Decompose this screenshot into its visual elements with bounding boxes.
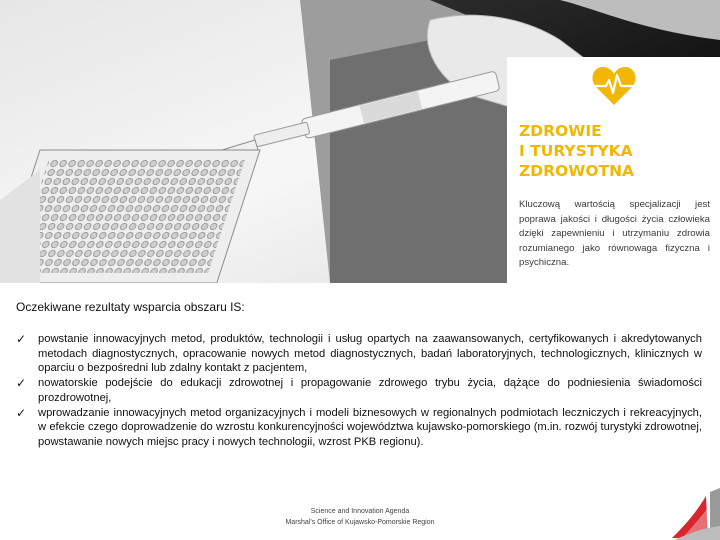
checkmark-icon: ✓ xyxy=(16,405,27,420)
list-item xyxy=(16,406,702,450)
list-item xyxy=(16,376,702,405)
specialization-panel xyxy=(507,57,720,283)
results-list xyxy=(16,332,702,450)
panel-title-line: ZDROWOTNA xyxy=(519,162,635,180)
list-item xyxy=(16,332,702,376)
list-item-text: nowatorskie podejście do edukacji zdrowotnej i propagowanie zdrowego trybu życia, dążące do podniesienia świadomości prozdrowotnej, xyxy=(38,377,702,404)
panel-title xyxy=(519,121,719,181)
footer xyxy=(0,506,720,528)
heart-pulse-icon xyxy=(591,65,637,107)
panel-description: Kluczową wartością specjalizacji jest poprawa jakości i długości życia człowieka dzięki zapewnieniu i utrzymaniu zdrowia rozumianego jako równowaga fizyczna i psychiczna. xyxy=(519,199,710,269)
footer-office-label: Marshal's Office of Kujawsko-Pomorskie Region xyxy=(285,519,435,526)
list-item-text: powstanie innowacyjnych metod, produktów, technologii i usług opartych na zaawansowanych, certyfikowanych i akredytowanych metodach diagnostycznych, opracowanie nowych metod diagnostycznych, badań laboratoryjnych, technologicznych, klinicznych w oparciu o bezpośredni lub zdalny kontakt z pacjentem, xyxy=(38,333,702,375)
checkmark-icon: ✓ xyxy=(16,332,27,346)
panel-title-line: I TURYSTYKA xyxy=(519,142,633,160)
panel-title-line: ZDROWIE xyxy=(519,122,602,140)
section-heading: Oczekiwane rezultaty wsparcia obszaru IS: xyxy=(16,300,245,314)
list-item-text: wprowadzanie innowacyjnych metod organizacyjnych i modeli biznesowych w regionalnych podmiotach leczniczych i rekreacyjnych, w efekcie czego doprowadzenie do wzrostu konkurencyjności województwa kujawsko-pomorskiego (m.in. rozwój turystyki zdrowotnej, powstawanie nowych miejsc pracy i nowych technologii, wzrost PKB regionu). xyxy=(38,406,702,448)
checkmark-icon: ✓ xyxy=(16,376,27,391)
footer-agenda-label: Science and Innovation Agenda xyxy=(310,508,410,515)
region-sail-logo-icon xyxy=(664,488,720,540)
